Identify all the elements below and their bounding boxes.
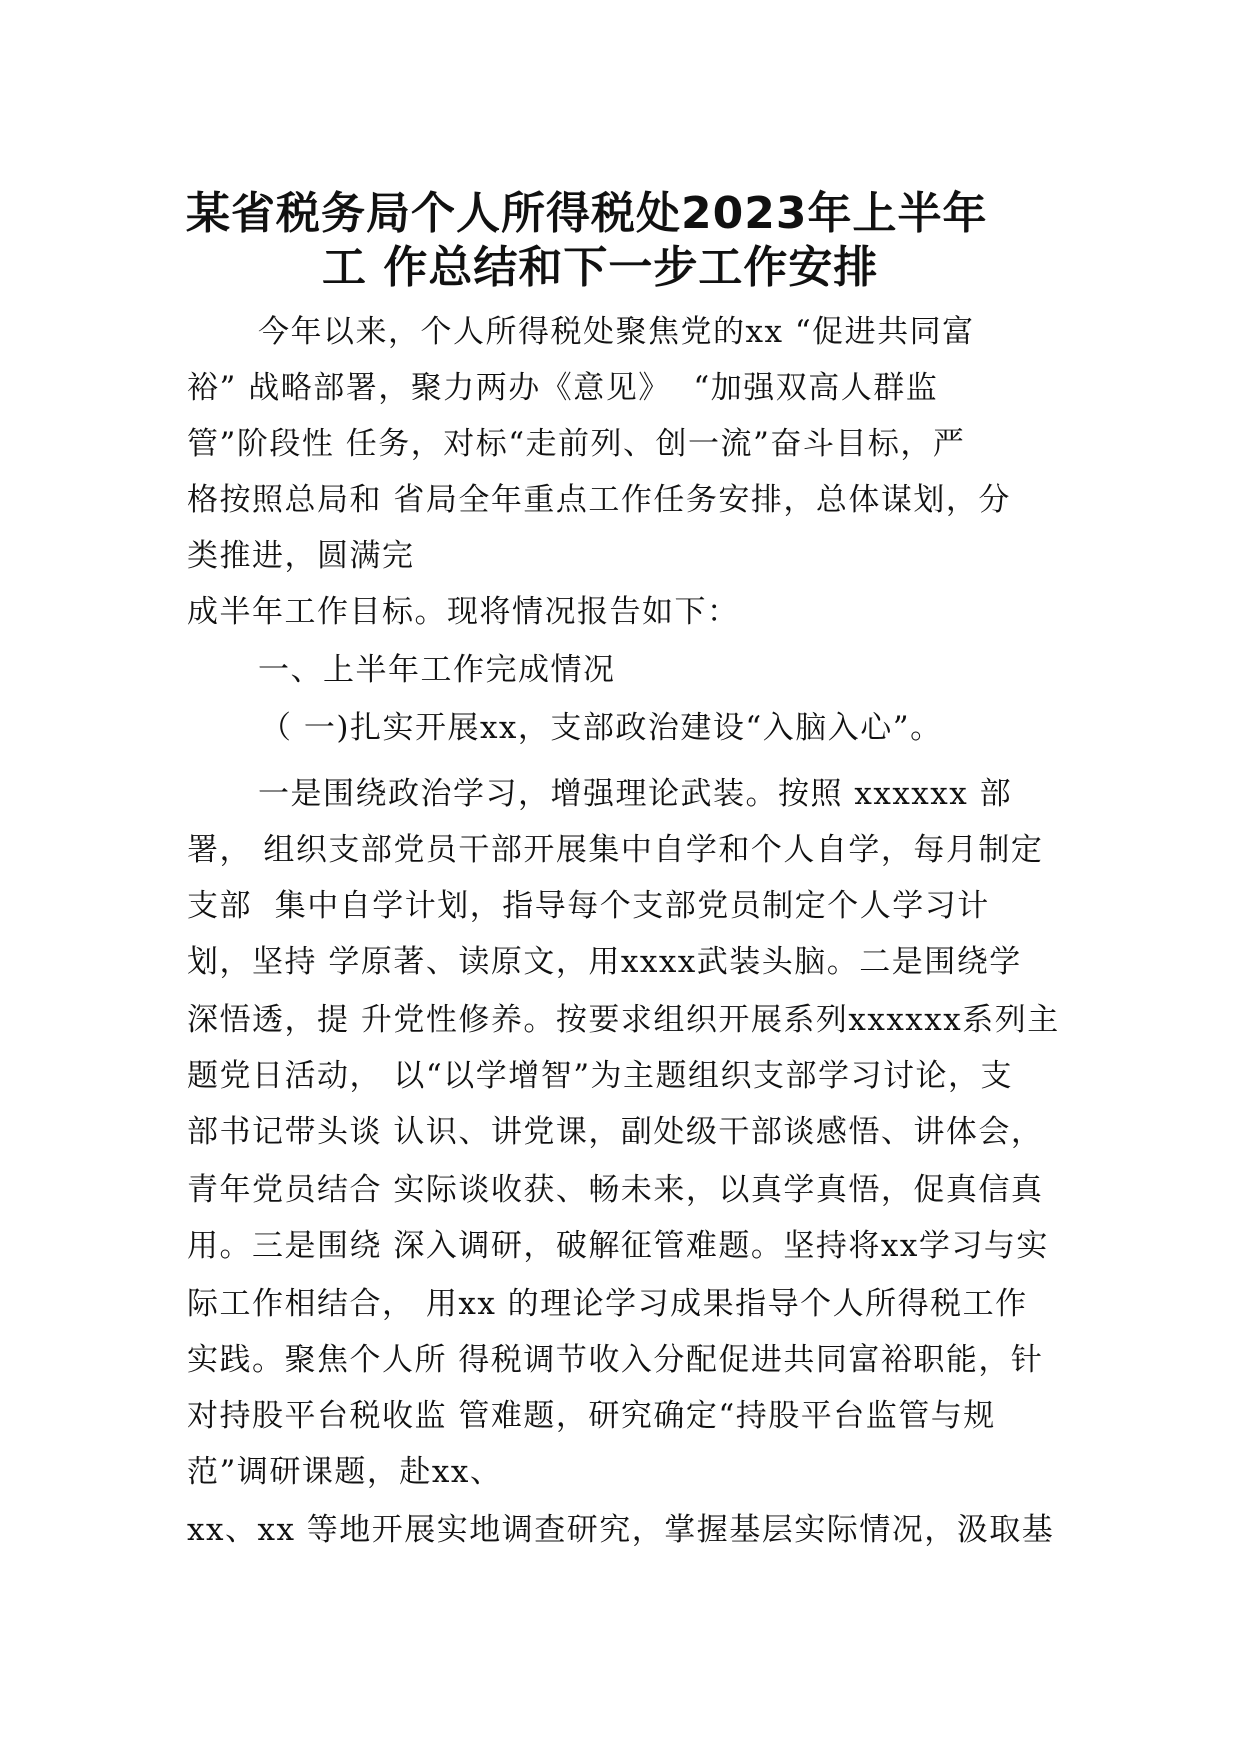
subsection-heading-1: （ 一)扎实开展xx，支部政治建设“入脑入心”。	[260, 710, 943, 746]
body-line-9: 一是围绕政治学习，增强理论武装。按照 xxxxxx 部	[258, 776, 1013, 812]
body-line-5: 类推进，圆满完	[187, 538, 415, 574]
body-line-1: 今年以来，个人所得税处聚焦党的xx “促进共同富	[258, 314, 975, 350]
body-line-10: 署， 组织支部党员干部开展集中自学和个人自学，每月制定	[187, 832, 1044, 868]
body-line-17: 用。三是围绕 深入调研，破解征管难题。坚持将xx学习与实	[187, 1228, 1049, 1264]
body-line-12: 划，坚持 学原著、读原文，用xxxx武装头脑。二是围绕学	[187, 944, 1022, 980]
body-line-14: 题党日活动， 以“以学增智”为主题组织支部学习讨论，支	[187, 1058, 1014, 1094]
body-line-20: 对持股平台税收监 管难题，研究确定“持股平台监管与规	[187, 1398, 996, 1434]
body-line-11: 支部 集中自学计划，指导每个支部党员制定个人学习计	[187, 888, 990, 924]
body-line-2: 裕” 战略部署，聚力两办《意见》 “加强双高人群监	[187, 370, 939, 406]
body-line-13: 深悟透，提 升党性修养。按要求组织开展系列xxxxxx系列主	[187, 1002, 1060, 1038]
body-line-3: 管”阶段性 任务，对标“走前列、创一流”奋斗目标，严	[187, 426, 966, 462]
body-line-21: 范”调研课题，赴xx、	[187, 1454, 503, 1490]
body-line-16: 青年党员结合 实际谈收获、畅未来，以真学真悟，促真信真	[187, 1172, 1044, 1208]
body-line-15: 部书记带头谈 认识、讲党课，副处级干部谈感悟、讲体会，	[187, 1114, 1044, 1150]
body-line-19: 实践。聚焦个人所 得税调节收入分配促进共同富裕职能，针	[187, 1342, 1044, 1378]
section-heading-1: 一、上半年工作完成情况	[258, 652, 616, 688]
document-title-line-2: 工 作总结和下一步工作安排	[322, 242, 879, 293]
body-line-6: 成半年工作目标。现将情况报告如下：	[187, 594, 740, 630]
body-line-18: 际工作相结合， 用xx 的理论学习成果指导个人所得税工作	[187, 1286, 1028, 1322]
body-line-22: xx、xx 等地开展实地调查研究，掌握基层实际情况，汲取基	[187, 1512, 1055, 1548]
document-title-line-1: 某省税务局个人所得税处2023年上半年	[186, 188, 988, 239]
body-line-4: 格按照总局和 省局全年重点工作任务安排，总体谋划，分	[187, 482, 1011, 518]
